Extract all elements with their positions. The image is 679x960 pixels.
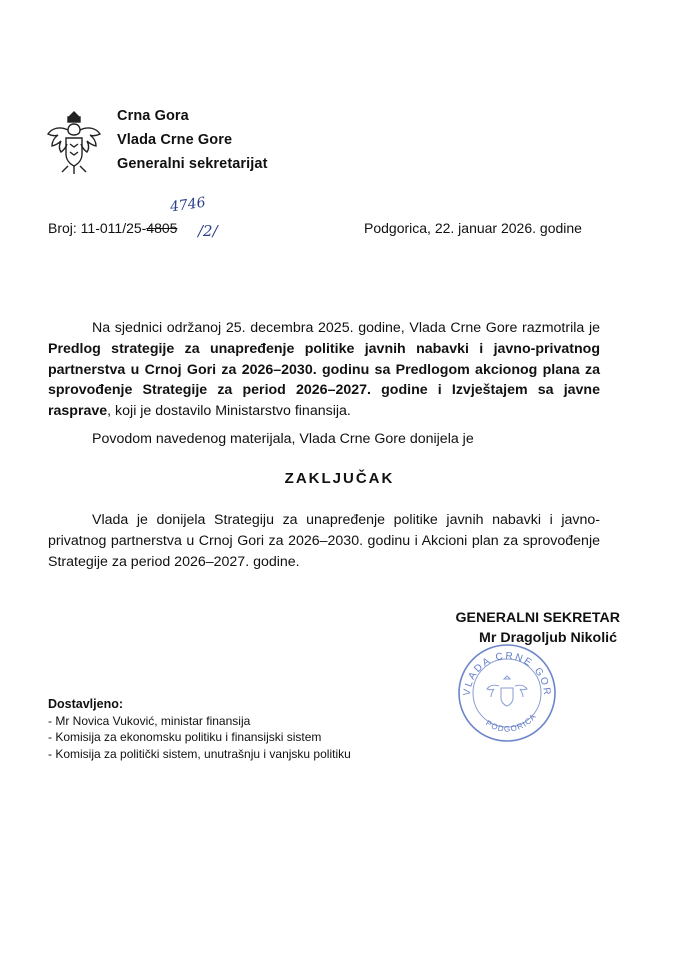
intro-bold-subject: Predlog strategije za unapređenje politike javnih nabavki i javno-privatnog partnerstva u Crnoj Gori za 2026–2030. godinu sa Predlogom akcionog plana za sprovođenje Strategije za period 2026–2027. godine i Izvještajem sa javne rasprave [48,340,600,420]
intro-text-1: Na sjednici održanoj 25. decembra 2025. godine, Vlada Crne Gore razmotrila je [92,320,600,336]
official-stamp [452,638,562,748]
intro-text-2: , koji je dostavilo Ministarstvo finansija. [107,403,351,420]
conclusion-text: Vlada je donijela Strategiju za unapređenje politike javnih nabavki i javno-privatnog partnerstva u Crnoj Gori za 2026–2030. godinu i Akcioni plan za sprovođenje Strategije za period 2026–2027. godine. [48,512,600,570]
svg-text:PODGORICA [484,712,538,734]
document-date: Podgorica, 22. januar 2026. godine [364,220,582,236]
distribution-item: - Mr Novica Vuković, ministar finansija [48,713,251,728]
intro-paragraph [48,318,600,422]
distribution-list [48,696,351,762]
stamp-city-text: PODGORICA [484,711,539,734]
adopted-line: Povodom navedenog materijala, Vlada Crne Gore donijela je [92,431,474,447]
header-country: Crna Gora [117,108,189,124]
signature-title: GENERALNI SEKRETAR [455,610,620,626]
issuer-header [117,104,268,176]
header-government: Vlada Crne Gore [117,132,233,148]
reference-struck-number: 4805 [146,220,178,236]
distribution-item: - Komisija za politički sistem, unutrašnju i vanjsku politiku [48,746,351,761]
distribution-heading: Dostavljeno: [48,697,124,711]
stamp-ring-text: VLADA CRNE GOR [461,650,553,698]
coat-of-arms-icon [44,108,104,176]
handwritten-suffix: /2/ [198,222,218,240]
handwritten-number: 4746 [169,194,207,216]
distribution-item: - Komisija za ekonomsku politiku i finansijski sistem [48,730,322,744]
conclusion-paragraph [48,510,600,572]
reference-number [48,220,177,236]
reference-prefix: Broj: 11-011/25- [48,220,147,236]
conclusion-title: ZAKLJUČAK [284,470,395,487]
header-secretariat: Generalni sekretarijat [117,156,268,172]
stamp-emblem-icon [487,676,527,706]
signature-name: Mr Dragoljub Nikolić [479,630,617,646]
